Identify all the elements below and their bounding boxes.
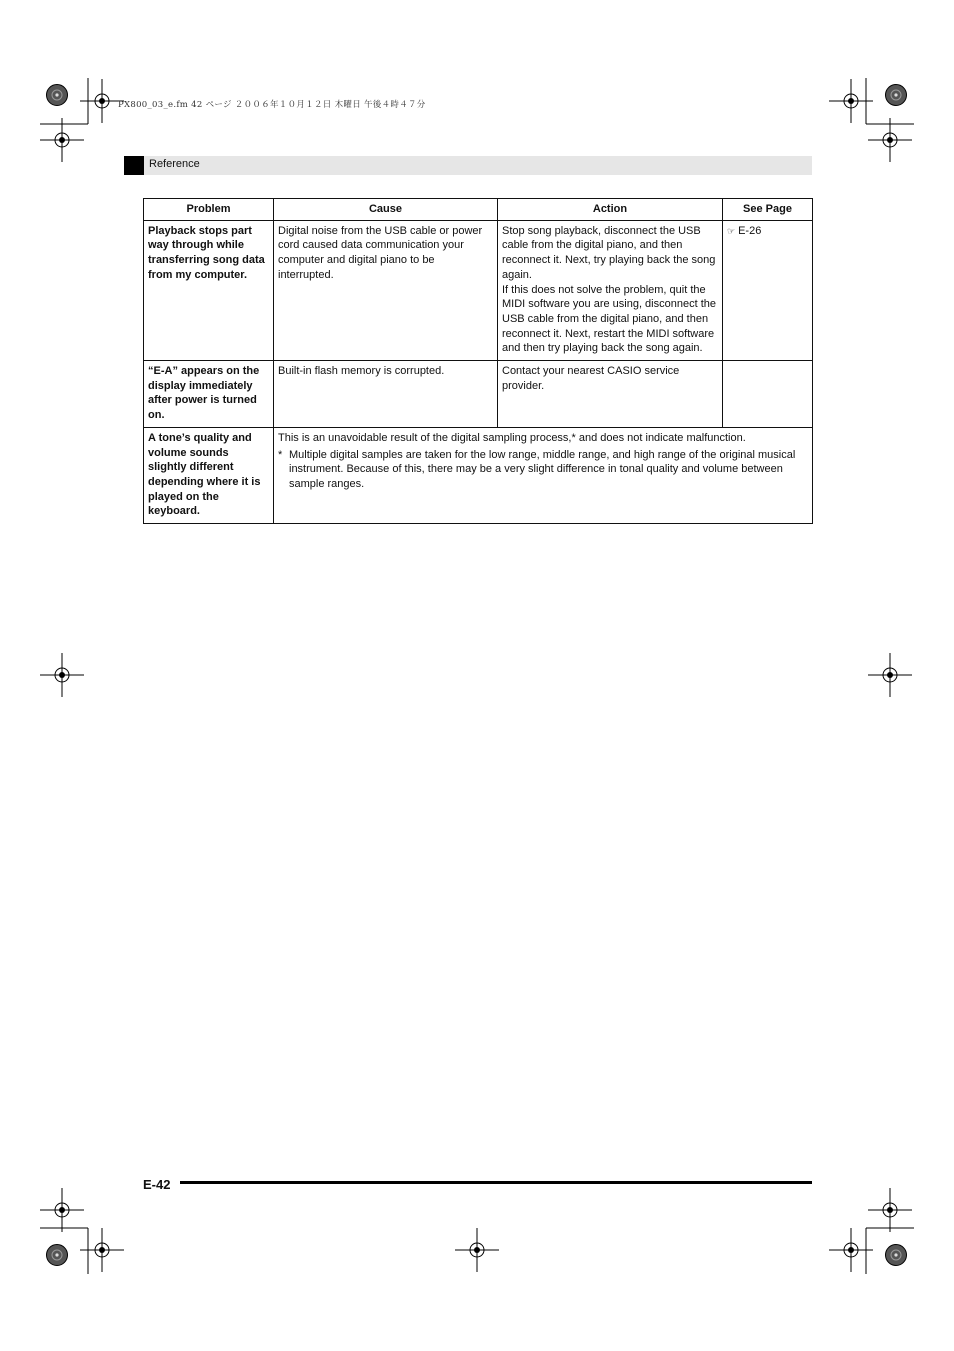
table-header-row bbox=[144, 199, 813, 221]
table-row bbox=[144, 427, 813, 523]
registration-cross-icon bbox=[868, 118, 912, 162]
registration-cross-icon bbox=[455, 1228, 499, 1272]
footer-rule bbox=[180, 1181, 812, 1184]
table-row bbox=[144, 361, 813, 428]
registration-dial-icon bbox=[886, 85, 907, 106]
header-problem: Problem bbox=[144, 199, 274, 221]
troubleshooting-table bbox=[143, 198, 813, 524]
merged-explanation-cell bbox=[274, 427, 813, 523]
section-title: Reference bbox=[149, 158, 200, 170]
page-number: E-42 bbox=[143, 1177, 171, 1192]
problem-cell: “E-A” appears on the display immediately after power is turned on. bbox=[144, 361, 274, 428]
registration-dial-icon bbox=[47, 1245, 68, 1266]
see-page-cell bbox=[723, 361, 813, 428]
footnote-mark: * bbox=[278, 448, 283, 461]
header-action: Action bbox=[498, 199, 723, 221]
action-cell bbox=[498, 361, 723, 428]
action-text: If this does not solve the problem, quit the MIDI software you are using, disconnect the USB cable from the digital piano, and then reconnect it. Next, restart the MIDI software and then try playing back the song again. bbox=[502, 283, 716, 355]
table-row bbox=[144, 220, 813, 360]
registration-cross-icon bbox=[868, 1188, 912, 1232]
reference-pointer-icon: ☞ bbox=[727, 225, 736, 236]
section-header bbox=[124, 156, 812, 175]
header-see-page: See Page bbox=[723, 199, 813, 221]
cause-cell: Built-in flash memory is corrupted. bbox=[274, 361, 498, 428]
problem-cell: A tone’s quality and volume sounds slightly different depending where it is played on the keyboard. bbox=[144, 427, 274, 523]
explanation-text: This is an unavoidable result of the digital sampling process,* and does not indicate malfunction. bbox=[278, 431, 746, 444]
footnote-text: Multiple digital samples are taken for the low range, middle range, and high range of the original musical instrument. Because of this, there may be a very slight difference in tonal quality and volume between sample ranges. bbox=[289, 448, 796, 490]
registration-cross-icon bbox=[40, 118, 84, 162]
file-header: PX800_03_e.fm 42 ページ ２００６年１０月１２日 木曜日 午後４時４７分 bbox=[118, 100, 426, 110]
footnote bbox=[278, 448, 808, 492]
see-page-cell bbox=[723, 220, 813, 360]
registration-cross-icon bbox=[40, 653, 84, 697]
registration-dial-icon bbox=[886, 1245, 907, 1266]
see-page-link[interactable]: E-26 bbox=[738, 224, 762, 237]
registration-cross-icon bbox=[80, 1228, 124, 1272]
action-text: Contact your nearest CASIO service provider. bbox=[502, 365, 680, 392]
problem-cell: Playback stops part way through while transferring song data from my computer. bbox=[144, 220, 274, 360]
header-cause: Cause bbox=[274, 199, 498, 221]
registration-dial-icon bbox=[47, 85, 68, 106]
registration-cross-icon bbox=[868, 653, 912, 697]
cause-cell: Digital noise from the USB cable or power cord caused data communication your computer and digital piano to be interrupted. bbox=[274, 220, 498, 360]
action-text: Stop song playback, disconnect the USB cable from the digital piano, and then reconnect it. Next, try playing back the song again. bbox=[502, 224, 716, 281]
section-marker bbox=[124, 156, 144, 175]
action-cell bbox=[498, 220, 723, 360]
registration-cross-icon bbox=[40, 1188, 84, 1232]
